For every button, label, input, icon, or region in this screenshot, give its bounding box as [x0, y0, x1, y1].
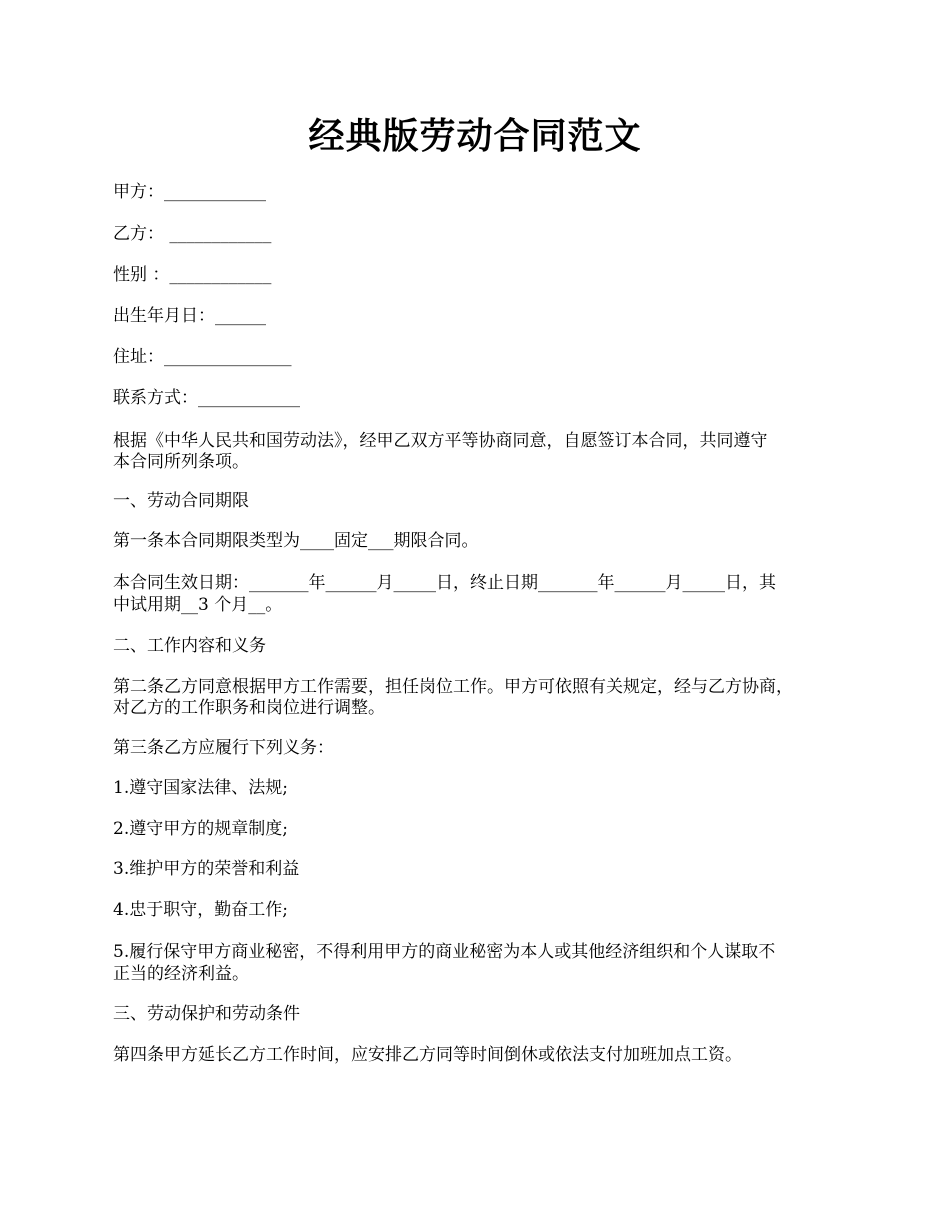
- section-heading: 二、工作内容和义务: [113, 636, 266, 656]
- article-3: 第三条乙方应履行下列义务：: [113, 738, 334, 758]
- duty-item: 3.维护甲方的荣誉和利益: [113, 859, 300, 879]
- article-2-line: 对乙方的工作职务和岗位进行调整。: [113, 698, 385, 718]
- birth-date-field: 出生年月日：______: [113, 306, 266, 326]
- duty-item: 1.遵守国家法律、法规;: [113, 778, 288, 798]
- party-b-field: 乙方： ____________: [113, 224, 272, 244]
- gender-field: 性别 ：____________: [113, 265, 272, 285]
- document-title: 经典版劳动合同范文: [308, 115, 642, 157]
- address-field: 住址：_______________: [113, 347, 292, 367]
- article-1: 第一条本合同期限类型为____固定___期限合同。: [113, 531, 479, 551]
- article-4: 第四条甲方延长乙方工作时间，应安排乙方同等时间倒休或依法支付加班加点工资。: [113, 1045, 742, 1065]
- party-a-field: 甲方：____________: [113, 182, 266, 202]
- article-2-line: 第二条乙方同意根据甲方工作需要，担任岗位工作。甲方可依照有关规定，经与乙方协商，: [113, 677, 793, 697]
- effective-date-line: 中试用期__3 个月__。: [113, 595, 283, 615]
- contact-field: 联系方式：____________: [113, 388, 300, 408]
- effective-date-line: 本合同生效日期：_______年______月_____日，终止日期_______年______月_____日，其: [113, 573, 776, 593]
- duty-item-5-line: 正当的经济利益。: [113, 964, 249, 984]
- intro-paragraph-line: 根据《中华人民共和国劳动法》，经甲乙双方平等协商同意，自愿签订本合同，共同遵守: [113, 431, 768, 451]
- section-heading: 一、劳动合同期限: [113, 491, 249, 511]
- duty-item: 2.遵守甲方的规章制度;: [113, 819, 288, 839]
- duty-item: 4.忠于职守，勤奋工作;: [113, 900, 288, 920]
- intro-paragraph-line: 本合同所列条项。: [113, 452, 249, 472]
- duty-item-5-line: 5.履行保守甲方商业秘密，不得利用甲方的商业秘密为本人或其他经济组织和个人谋取不: [113, 942, 776, 962]
- section-heading: 三、劳动保护和劳动条件: [113, 1004, 300, 1024]
